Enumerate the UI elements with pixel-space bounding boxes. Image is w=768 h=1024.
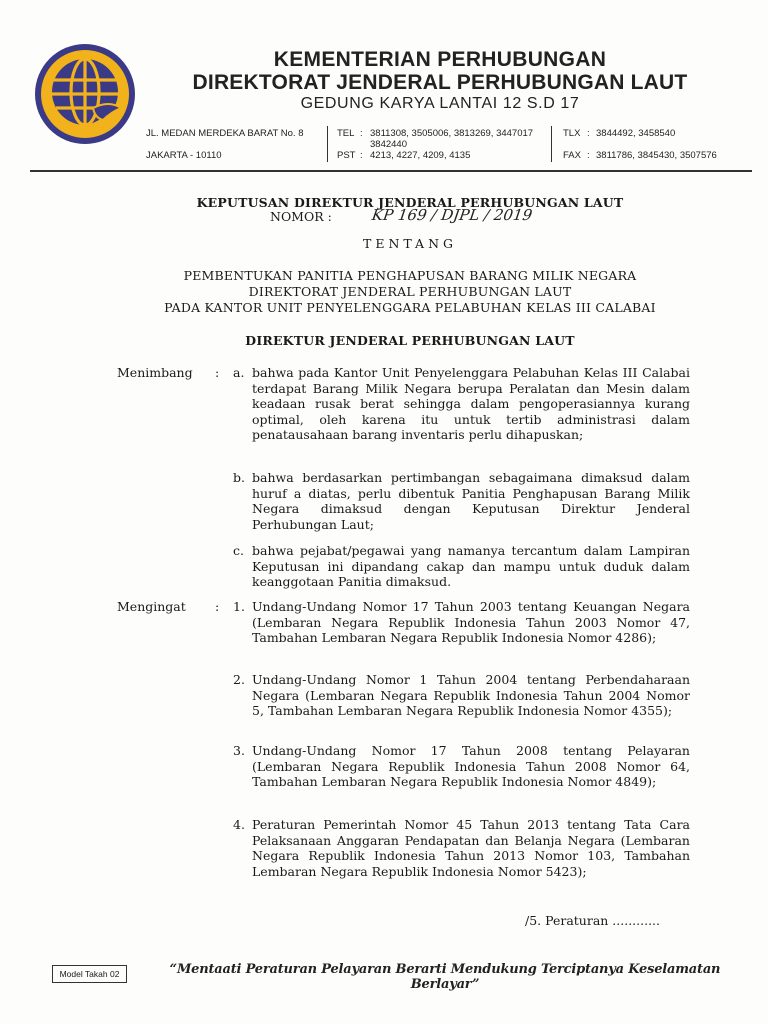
item-number: c.: [233, 543, 244, 558]
tel-value: 3811308, 3505006, 3813269, 3447017: [370, 128, 534, 139]
item-text: Peraturan Pemerintah Nomor 45 Tahun 2013 tentang Tata Cara Pelaksanaan Anggaran Pendapatan dan Belanja Negara (Lembaran Negara Republik Indonesia Tahun 2013 Nomor 103, Tambahan Lembaran Negara Republik Indonesia Nomor 5423);: [252, 817, 690, 879]
pst-value: 4213, 4227, 4209, 4135: [370, 150, 471, 161]
list-item: [233, 672, 690, 719]
menimbang-label: Menimbang: [117, 365, 193, 380]
fax-value: 3811786, 3845430, 3507576: [596, 150, 717, 161]
tlx-value: 3844492, 3458540: [596, 128, 676, 139]
subject-line1: PEMBENTUKAN PANITIA PENGHAPUSAN BARANG MILIK NEGARA: [183, 268, 637, 283]
pst-label: PST: [337, 150, 356, 161]
list-item: [233, 470, 690, 532]
divider: [551, 126, 552, 162]
item-text: bahwa berdasarkan pertimbangan sebagaimana dimaksud dalam huruf a diatas, perlu dibentuk Panitia Penghapusan Barang Milik Negara dimaksud dengan Keputusan Direktur Jenderal Perhubungan Laut;: [252, 470, 690, 532]
item-text: Undang-Undang Nomor 17 Tahun 2003 tentang Keuangan Negara (Lembaran Negara Republik Indonesia Tahun 2003 Nomor 47, Tambahan Lembaran Negara Republik Indonesia Nomor 4286);: [252, 599, 690, 646]
nomor-value: KP 169 / DJPL / 2019: [370, 206, 534, 224]
subject-line3: PADA KANTOR UNIT PENYELENGGARA PELABUHAN KELAS III CALABAI: [164, 300, 656, 315]
org-name-line2: DIREKTORAT JENDERAL PERHUBUNGAN LAUT: [192, 71, 688, 94]
decree-title: KEPUTUSAN DIREKTUR JENDERAL PERHUBUNGAN LAUT: [196, 195, 624, 210]
tentang-heading: TENTANG: [362, 236, 457, 251]
list-item: [233, 365, 690, 443]
address-street: JL. MEDAN MERDEKA BARAT No. 8: [146, 128, 304, 139]
subject-line2: DIREKTORAT JENDERAL PERHUBUNGAN LAUT: [248, 284, 572, 299]
list-item: [233, 743, 690, 790]
item-number: 4.: [233, 817, 245, 832]
motto: “Mentaati Peraturan Pelayaran Berarti Mendukung Terciptanya Keselamatan Berlayar”: [169, 962, 721, 992]
item-text: Undang-Undang Nomor 1 Tahun 2004 tentang Perbendaharaan Negara (Lembaran Negara Republik Indonesia Tahun 2004 Nomor 5, Tambahan Lembaran Negara Republik Indonesia Nomor 4355);: [252, 672, 690, 719]
mengingat-colon: :: [215, 599, 220, 614]
model-takah-box: Model Takah 02: [52, 965, 127, 983]
document-page: KEMENTERIAN PERHUBUNGAN DIREKTORAT JENDERAL PERHUBUNGAN LAUT GEDUNG KARYA LANTAI 12 S.D 17 JL. MEDAN MERDEKA BARAT No. 8 JAKARTA - 10110 TEL : 3811308, 3505006, 3813269, 3447017 3842440 PST : 4213, 4227, 4209, 4135 TLX : 3844492, 3458540 FAX : 3811786, 3845430, 3507576 KEPUTUSAN DIREKTUR JENDERAL PERHUBUNGAN LAUT NOMOR : KP 169 / DJPL / 2019 TENTANG PEMBENTUKAN PANITIA PENGHAPUSAN BARANG MILIK NEGARA DIREKTORAT JENDERAL PERHUBUNGAN LAUT PADA KANTOR UNIT PENYELENGGARA PELABUHAN KELAS III CALABAI DIREKTUR JENDERAL PERHUBUNGAN LAUT Menimbang : a. bahwa pada Kantor Unit Penyelenggara Pelabuhan Kelas III Calabai terdapat Barang Milik Negara berupa Peralatan dan Mesin dalam keadaan rusak berat sehingga dalam pengoperasiannya kurang optimal, oleh karena itu untuk tertib administrasi dalam penatausahaan barang inventaris perlu dihapuskan; b. bahwa berdasarkan pertimbangan sebagaimana dimaksud dalam huruf a diatas, perlu dibentuk Panitia Penghapusan Barang Milik Negara dimaksud dengan Keputusan Direktur Jenderal Perhubungan Laut; c. bahwa pejabat/pegawai yang namanya tercantum dalam Lampiran Keputusan ini dipandang cakap dan mampu untuk duduk dalam keanggotaan Panitia dimaksud. Mengingat : 1. Undang-Undang Nomor 17 Tahun 2003 tentang Keuangan Negara (Lembaran Negara Republik Indonesia Tahun 2003 Nomor 47, Tambahan Lembaran Negara Republik Indonesia Nomor 4286); 2. Undang-Undang Nomor 1 Tahun 2004 tentang Perbendaharaan Negara (Lembaran Negara Republik Indonesia Tahun 2004 Nomor 5, Tambahan Lembaran Negara Republik Indonesia Nomor 4355); 3. Undang-Undang Nomor 17 Tahun 2008 tentang Pelayaran (Lembaran Negara Republik Indonesia Tahun 2008 Nomor 64, Tambahan Lembaran Negara Republik Indonesia Nomor 4849); 4. Peraturan Pemerintah Nomor 45 Tahun 2013 tentang Tata Cara Pelaksanaan Anggaran Pendapatan dan Belanja Negara (Lembaran Negara Republik Indonesia Tahun 2013 Nomor 103, Tambahan Lembaran Negara Republik Indonesia Nomor 5423); /5. Peraturan ............ Model Takah 02 “Mentaati Peraturan Pelayaran Berarti Mendukung Terciptanya Keselamatan Berlayar”: [0, 0, 768, 1024]
item-text: bahwa pada Kantor Unit Penyelenggara Pelabuhan Kelas III Calabai terdapat Barang Milik Negara berupa Peralatan dan Mesin dalam keadaan rusak berat sehingga dalam pengoperasiannya kurang optimal, oleh karena itu untuk tertib administrasi dalam penatausahaan barang inventaris perlu dihapuskan;: [252, 365, 690, 443]
mengingat-label: Mengingat: [117, 599, 186, 614]
item-number: 2.: [233, 672, 245, 687]
org-name-line1: KEMENTERIAN PERHUBUNGAN: [273, 48, 607, 71]
item-text: bahwa pejabat/pegawai yang namanya tercantum dalam Lampiran Keputusan ini dipandang cakap dan mampu untuk duduk dalam keanggotaan Panitia dimaksud.: [252, 543, 690, 590]
ministry-logo-icon: [33, 42, 137, 146]
item-number: 1.: [233, 599, 245, 614]
item-text: Undang-Undang Nomor 17 Tahun 2008 tentang Pelayaran (Lembaran Negara Republik Indonesia Tahun 2008 Nomor 64, Tambahan Lembaran Negara Republik Indonesia Nomor 4849);: [252, 743, 690, 790]
org-building: GEDUNG KARYA LANTAI 12 S.D 17: [300, 95, 580, 112]
menimbang-colon: :: [215, 365, 220, 380]
tlx-label: TLX: [563, 128, 581, 139]
item-number: b.: [233, 470, 245, 485]
fax-label: FAX: [563, 150, 581, 161]
divider: [327, 126, 328, 162]
address-city: JAKARTA - 10110: [146, 150, 222, 161]
tel-label: TEL: [337, 128, 355, 139]
list-item: [233, 543, 690, 590]
list-item: [233, 599, 690, 646]
item-number: 3.: [233, 743, 245, 758]
official-title: DIREKTUR JENDERAL PERHUBUNGAN LAUT: [245, 333, 575, 348]
tel-value-2: 3842440: [370, 139, 407, 150]
letterhead-rule: [30, 170, 752, 172]
item-number: a.: [233, 365, 245, 380]
continuation-note: /5. Peraturan ............: [525, 913, 660, 928]
list-item: [233, 817, 690, 879]
nomor-label: NOMOR :: [270, 209, 332, 224]
